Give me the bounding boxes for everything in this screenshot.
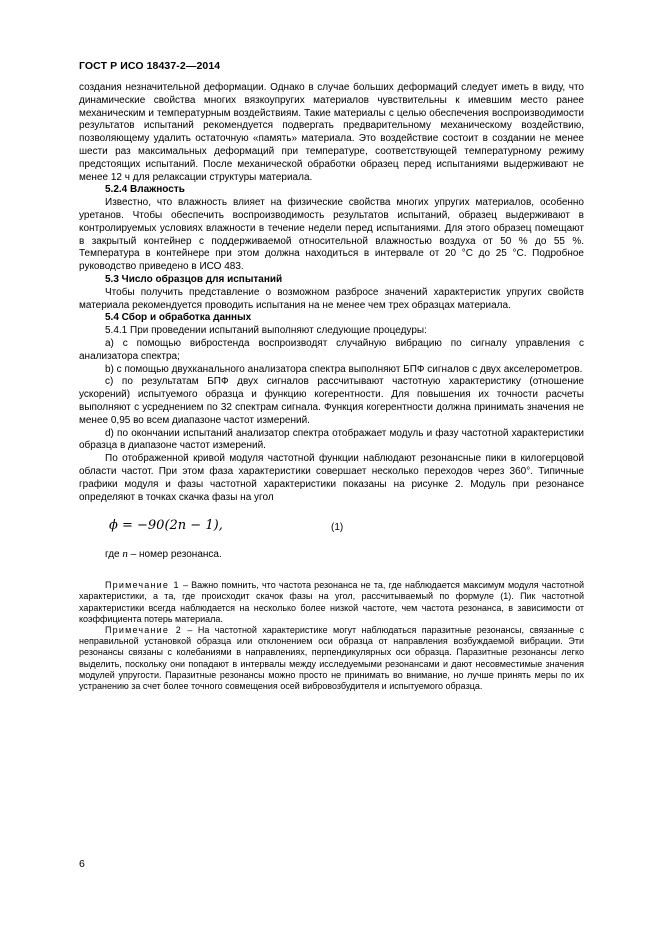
formula-where xyxy=(79,548,584,562)
page-number: 6 xyxy=(79,858,85,870)
where-suffix: – номер резонанса. xyxy=(130,549,222,561)
formula-expression: ϕ = −90(2n − 1), xyxy=(109,518,223,534)
list-item-d: d) по окончании испытаний анализатор спектра отображает модуль и фазу частотной характеристики образца в диапазоне частот измерений. xyxy=(79,427,584,452)
note-1-label: Примечание 1 xyxy=(105,580,180,591)
paragraph-resonance: По отображенной кривой модуля частотной функции наблюдают резонансные пики в килогерцовой области частот. При этом фаза характеристики совершает несколько переходов через 360°. Типичные графики модуля и фазы частотной характеристики показаны на рисунке 2. Модуль при резонансе определяют в точках скачка фазы на угол xyxy=(79,453,584,503)
formula-number: (1) xyxy=(331,522,344,534)
note-2-label: Примечание 2 xyxy=(105,624,182,635)
heading-5-3: 5.3 Число образцов для испытаний xyxy=(105,273,283,285)
page-content xyxy=(79,82,584,692)
where-prefix: где xyxy=(105,549,120,561)
notes-block xyxy=(79,580,584,692)
note-1 xyxy=(79,580,584,625)
paragraph-conditioning: создания незначительной деформации. Однако в случае больших деформаций следует иметь в виду, что динамические свойства многих вязкоупругих материалов чувствительны к имевшим место ранее механическим и температурным воздействиям. Такие материалы с целью обеспечения воспроизводимости результатов испытаний рекомендуется подвергать предварительному механическому воздействию, позволяющему удалить остаточную «память» материала. Это воздействие состоит в создании не менее шести раз максимальных деформаций при температуре, соответствующей температурному режиму предстоящих испытаний. После механической обработки образец перед испытаниями выдерживают не менее 12 ч для релаксации структуры материала. xyxy=(79,82,584,183)
where-variable: n xyxy=(122,548,128,561)
note-1-text: – Важно помнить, что частота резонанса не та, где наблюдается максимум модуля частотной характеристики, а та, где происходит скачок фазы на угол, рассчитываемый по формуле (1). Пик частотной характеристики всегда наблюдается на несколько более низкой частоте, чем частота резонанса, в зависимости от коэффициента потерь материала. xyxy=(79,580,584,624)
formula-1 xyxy=(79,512,584,544)
heading-5-4: 5.4 Сбор и обработка данных xyxy=(105,312,252,324)
heading-5-2-4: 5.2.4 Влажность xyxy=(105,184,185,196)
paragraph-5-4-1: 5.4.1 При проведении испытаний выполняют следующие процедуры: xyxy=(105,325,427,337)
note-2-text: – На частотной характеристике могут наблюдаться паразитные резонансы, связанные с неправильной установкой образца или отклонением оси образца от направления возбуждаемой вибрации. Эти резонансы связаны с колебаниями в направлениях, перпендикулярных оси образца. Паразитные резонансы легко выделить, поскольку они попадают в интервалы между исследуемыми резонансами и дают несовместимые значения модулей упругости. Паразитные резонансы можно просто не принимать во внимание, но лучше принять меры по их устранению за счет более точного совмещения осей вибровозбудителя и испытуемого образца. xyxy=(79,624,585,691)
paragraph-humidity: Известно, что влажность влияет на физические свойства многих упругих материалов, особенно уретанов. Чтобы обеспечить воспроизводимость результатов испытаний, образец выдерживают в контролируемых условиях влажности в течение недели перед испытаниями. Для этого образец помещают в закрытый контейнер с поддерживаемой относительной влажностью воздуха от 50 % до 55 %. Температура в контейнере при этом должна находиться в интервале от 20 °С до 25 °С. Подробное руководство приведено в ИСО 483. xyxy=(79,197,584,273)
list-item-b: b) с помощью двухканального анализатора спектра выполняют БПФ сигналов с двух акселерометров. xyxy=(105,363,583,375)
paragraph-sample-count: Чтобы получить представление о возможном разбросе значений характеристик упругих свойств материала рекомендуется проводить испытания на не менее чем трех образцах материала. xyxy=(79,286,584,311)
list-item-c: c) по результатам БПФ двух сигналов рассчитывают частотную характеристику (отношение ускорений) испытуемого образца и функцию когерентности. Для повышения их точности расчеты выполняют с усреднением по 32 спектрам сигнала. Функция когерентности должна принимать значения не менее 0,95 во всем диапазоне частот измерений. xyxy=(79,376,584,426)
list-item-a: a) с помощью вибростенда воспроизводят случайную вибрацию по сигналу управления с анализатора спектра; xyxy=(79,337,584,362)
document-header: ГОСТ Р ИСО 18437-2—2014 xyxy=(79,60,221,72)
note-2 xyxy=(79,625,584,692)
